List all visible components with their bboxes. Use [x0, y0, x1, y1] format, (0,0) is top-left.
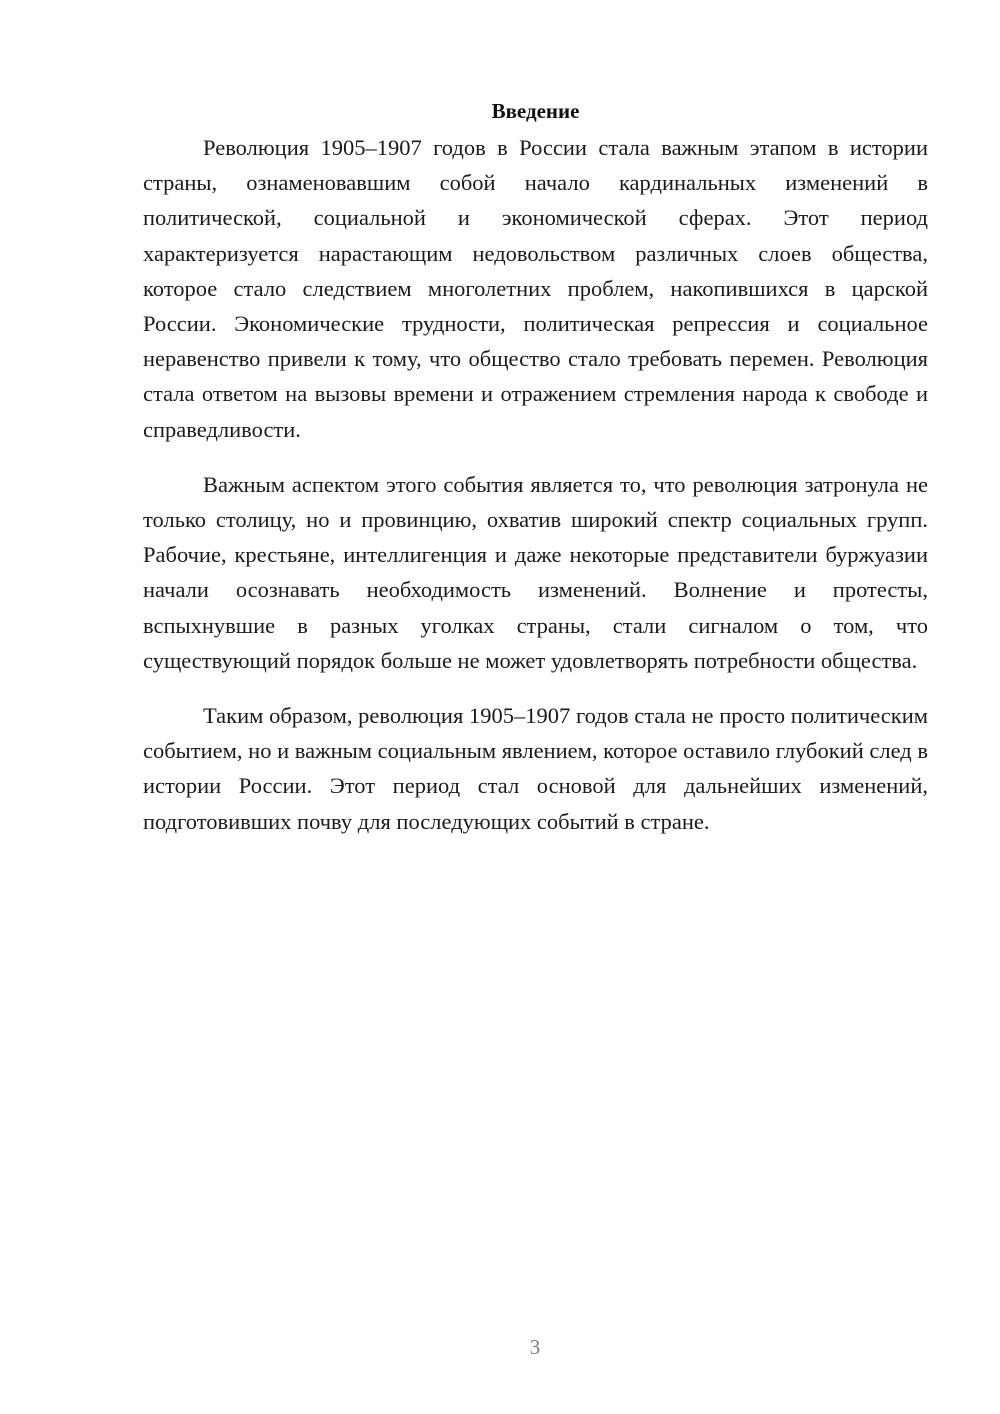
- page-number: 3: [529, 1335, 541, 1359]
- paragraph-2: Важным аспектом этого события является то, что революция затронула не только столицу, но и провинцию, охватив широкий спектр социальных групп. Рабочие, крестьяне, интеллигенция и даже некоторые представители буржуазии начали осознавать необходимость изменений. Волнение и протесты, вспыхнувшие в разных уголках страны, стали сигналом о том, что существующий порядок больше не может удовлетворять потребности общества.: [143, 471, 928, 673]
- page-content: [143, 95, 928, 839]
- paragraph-3: Таким образом, революция 1905–1907 годов стала не просто политическим событием, но и важным социальным явлением, которое оставило глубокий след в истории России. Этот период стал основой для дальнейших изменений, подготовивших почву для последующих событий в стране.: [143, 703, 928, 834]
- section-heading: Введение: [491, 99, 580, 123]
- paragraph-1: Революция 1905–1907 годов в России стала важным этапом в истории страны, ознаменовавшим собой начало кардинальных изменений в политической, социальной и экономической сферах. Этот период характеризуется нарастающим недовольством различных слоев общества, которое стало следствием многолетних проблем, накопившихся в царской России. Экономические трудности, политическая репрессия и социальное неравенство привели к тому, что общество стало требовать перемен. Революция стала ответом на вызовы времени и отражением стремления народа к свободе и справедливости.: [143, 135, 928, 442]
